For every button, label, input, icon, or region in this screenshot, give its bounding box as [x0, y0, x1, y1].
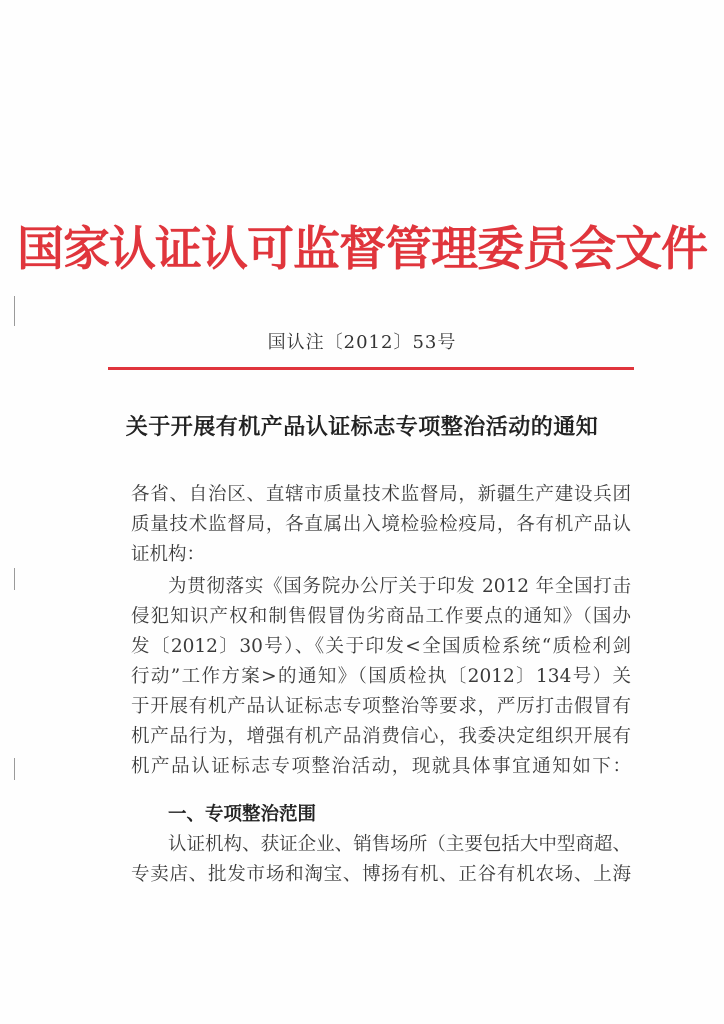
paragraph-line: 机产品认证标志专项整治活动，现就具体事宜通知如下：: [131, 756, 631, 777]
notice-title: 关于开展有机产品认证标志专项整治活动的通知: [125, 414, 599, 440]
scan-margin-mark: [14, 296, 15, 326]
section-line: 认证机构、获证企业、销售场所（主要包括大中型商超、: [168, 834, 631, 855]
red-separator-line: [108, 367, 634, 370]
paragraph-line: 于开展有机产品认证标志专项整治等要求，严厉打击假冒有: [131, 696, 631, 717]
salutation-line: 质量技术监督局，各直属出入境检验检疫局，各有机产品认: [131, 514, 631, 535]
scan-margin-mark: [14, 758, 15, 780]
salutation: [131, 480, 631, 570]
section-heading: 一、专项整治范围: [168, 804, 317, 825]
salutation-line: 各省、自治区、直辖市质量技术监督局，新疆生产建设兵团: [131, 484, 631, 505]
salutation-line: 证机构：: [131, 544, 206, 565]
main-paragraph: [131, 572, 631, 782]
paragraph-line: 为贯彻落实《国务院办公厅关于印发 2012 年全国打击: [168, 576, 631, 597]
paragraph-line: 行动”工作方案>的通知》（国质检执〔2012〕134号）关: [131, 666, 631, 687]
scan-margin-mark: [14, 568, 15, 590]
paragraph-line: 机产品行为，增强有机产品消费信心，我委决定组织开展有: [131, 726, 631, 747]
paragraph-line: 发〔2012〕30号）、《关于印发<全国质检系统“质检利剑: [131, 636, 631, 657]
issuer-header-title: 国家认证认可监督管理委员会文件: [17, 222, 707, 277]
document-number: 国认注〔2012〕53号: [267, 332, 457, 353]
paragraph-line: 侵犯知识产权和制售假冒伪劣商品工作要点的通知》（国办: [131, 606, 631, 627]
section-line: 专卖店、批发市场和淘宝、博扬有机、正谷有机农场、上海: [131, 864, 631, 885]
section-1: [131, 800, 631, 890]
